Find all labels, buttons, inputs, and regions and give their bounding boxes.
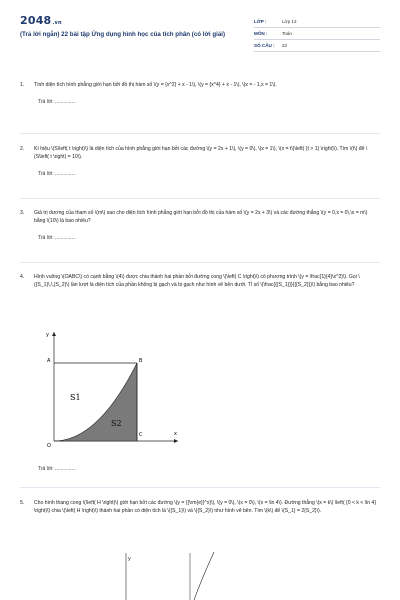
label-c: C bbox=[139, 432, 143, 438]
question-number: 3. bbox=[20, 210, 25, 216]
question-text: Cho hình thang cong \(\left( H \right)\) giới hạn bởi các đường \(y = {{\rm{e}}^x}\), \(y = 0\), \(x = 0\), \(x = \ln 4\). Đường thẳng \(x = k\) \left( {0 < k < \ln 4} \right)\) chia \(\left( H \right)\) thành hai phần có diện tích là \({S_1}\) và \({S_2}\) như hình vẽ bên. Tìm \(k\) để \(S_1} = 2{S_2}\). bbox=[34, 500, 377, 514]
label-s2: S2 bbox=[111, 419, 122, 428]
figure-square-curve bbox=[40, 328, 190, 454]
label-y: y bbox=[46, 332, 49, 338]
question-3 bbox=[20, 209, 380, 242]
question-number: 1. bbox=[20, 82, 25, 88]
shaded-region-s2 bbox=[54, 363, 137, 441]
y-axis-arrow bbox=[52, 332, 56, 336]
divider bbox=[20, 262, 380, 263]
meta-value: Lớp 12 bbox=[282, 19, 297, 24]
answer-line: Trả lời: ............... bbox=[38, 466, 76, 472]
question-4 bbox=[20, 273, 380, 289]
answer-line: Trả lời: ............... bbox=[38, 99, 76, 105]
meta-key: SỐ CÂU : bbox=[254, 43, 275, 48]
label-o: O bbox=[47, 443, 51, 449]
question-number: 5. bbox=[20, 500, 25, 506]
answer-line: Trả lời: ............... bbox=[38, 235, 76, 241]
divider bbox=[20, 487, 380, 488]
site-logo[interactable] bbox=[20, 14, 62, 27]
label-a: A bbox=[47, 358, 51, 364]
label-y: y bbox=[128, 556, 131, 562]
question-text: Hình vuông \(OABC\) có cạnh bằng \(4\) được chia thành hai phần bởi đường cong \(\left( C \right)\) có phương trình \(y = \frac{1}{4}\x^2}\). Gọi \({S_1}\,\,{S_2}\) lần lượt là diện tích của phần không bị gạch và bị gạch như hình vẽ bên dưới. Tỉ số \(\frac{{{S_1}}}{{{S_2}}}\) bằng bao nhiêu? bbox=[34, 274, 360, 288]
logo-text: 2048 bbox=[20, 14, 52, 27]
question-number: 4. bbox=[20, 274, 25, 280]
meta-value: Toán bbox=[282, 31, 292, 36]
answer-line: Trả lời: ............... bbox=[38, 171, 76, 177]
x-axis-arrow bbox=[174, 439, 178, 443]
figure-exp-curve bbox=[110, 548, 230, 600]
question-text: Kí hiệu \(S\left( t \right)\) là diện tích của hình phẳng giới hạn bởi các đường \(y = 2x + 1\), \(y = 0\), \(x = 1\), \(x = t\)\left( {t > 1} \right)\). Tìm \(t\) để \(S\left( t \right) = 10\). bbox=[34, 146, 368, 160]
logo-suffix: .vn bbox=[52, 20, 62, 26]
meta-value: 22 bbox=[282, 43, 288, 48]
label-s1: S1 bbox=[70, 393, 81, 402]
question-2 bbox=[20, 145, 380, 178]
label-b: B bbox=[139, 358, 143, 364]
page-title: (Trả lời ngắn) 22 bài tập Ứng dụng hình học của tích phân (có lời giải) bbox=[20, 31, 226, 38]
question-number: 2. bbox=[20, 146, 25, 152]
divider bbox=[20, 133, 380, 134]
meta-row-count bbox=[254, 40, 380, 52]
divider bbox=[20, 198, 380, 199]
label-x: x bbox=[174, 431, 177, 437]
question-text: Tính diện tích hình phẳng giới hạn bởi đồ thị hàm số \(y = {x^2} + x - 1\), \(y = {x^4} + x - 1\), \(x = - 1,x = 1\). bbox=[34, 82, 277, 88]
question-1 bbox=[20, 81, 380, 106]
question-5 bbox=[20, 499, 380, 515]
exp-curve bbox=[194, 552, 214, 600]
meta-row-class bbox=[254, 16, 380, 28]
meta-table bbox=[254, 16, 380, 52]
meta-key: MÔN : bbox=[254, 31, 268, 36]
meta-row-subject bbox=[254, 28, 380, 40]
question-text: Giá trị dương của tham số \(m\) sao cho diện tích hình phẳng giới hạn bởi đồ thị của hàm số \(y = 2x + 3\) và các đường thẳng \(y = 0,x = 0\,\x = m\) bằng \(10\) là bao nhiêu? bbox=[34, 210, 368, 224]
meta-key: LỚP : bbox=[254, 19, 267, 24]
